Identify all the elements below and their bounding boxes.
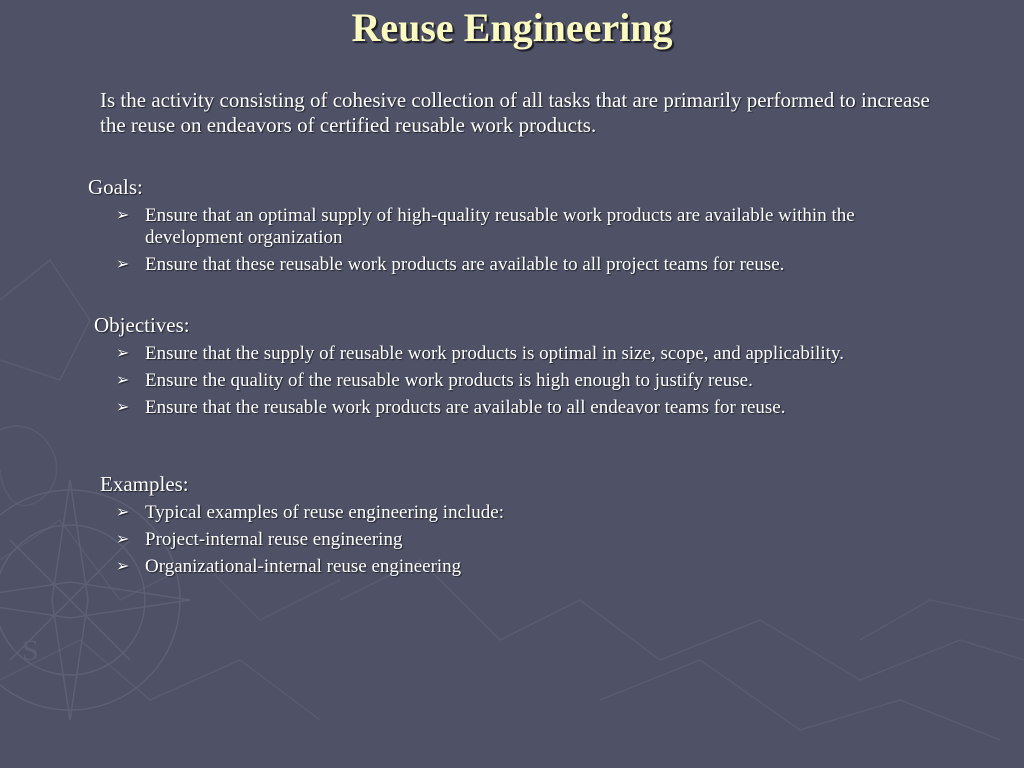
examples-item-text: Typical examples of reuse engineering include:	[145, 502, 505, 523]
examples-heading: Examples:	[100, 472, 189, 496]
arrow-bullet-icon: ➢	[116, 531, 130, 548]
slide-title: Reuse Engineering	[351, 5, 673, 50]
arrow-bullet-icon: ➢	[116, 345, 130, 362]
examples-item-text: Project-internal reuse engineering	[145, 529, 403, 550]
objectives-list	[116, 343, 936, 424]
goals-list	[116, 205, 936, 281]
list-item	[116, 370, 936, 392]
arrow-bullet-icon: ➢	[116, 207, 130, 224]
list-item	[116, 556, 936, 578]
goals-item-text: Ensure that these reusable work products are available to all project teams for reuse.	[145, 254, 785, 275]
objectives-item-text: Ensure that the reusable work products are available to all endeavor teams for reuse.	[145, 397, 786, 418]
arrow-bullet-icon: ➢	[116, 504, 130, 521]
arrow-bullet-icon: ➢	[116, 256, 130, 273]
list-item	[116, 397, 936, 419]
svg-text:S: S	[22, 634, 39, 667]
list-item	[116, 205, 936, 249]
list-item	[116, 529, 936, 551]
list-item	[116, 343, 936, 365]
objectives-heading: Objectives:	[94, 313, 190, 337]
examples-item-text: Organizational-internal reuse engineering	[145, 556, 462, 577]
examples-list	[116, 502, 936, 583]
objectives-item-text: Ensure the quality of the reusable work products is high enough to justify reuse.	[145, 370, 753, 391]
arrow-bullet-icon: ➢	[116, 399, 130, 416]
list-item	[116, 502, 936, 524]
goals-heading: Goals:	[88, 175, 143, 199]
list-item	[116, 254, 936, 276]
goals-item-text: Ensure that an optimal supply of high-quality reusable work products are available within the development organization	[145, 205, 855, 248]
intro-paragraph: Is the activity consisting of cohesive collection of all tasks that are primarily performed to increase the reuse on endeavors of certified reusable work products.	[100, 88, 930, 137]
arrow-bullet-icon: ➢	[116, 372, 130, 389]
objectives-item-text: Ensure that the supply of reusable work products is optimal in size, scope, and applicability.	[145, 343, 844, 364]
arrow-bullet-icon: ➢	[116, 558, 130, 575]
